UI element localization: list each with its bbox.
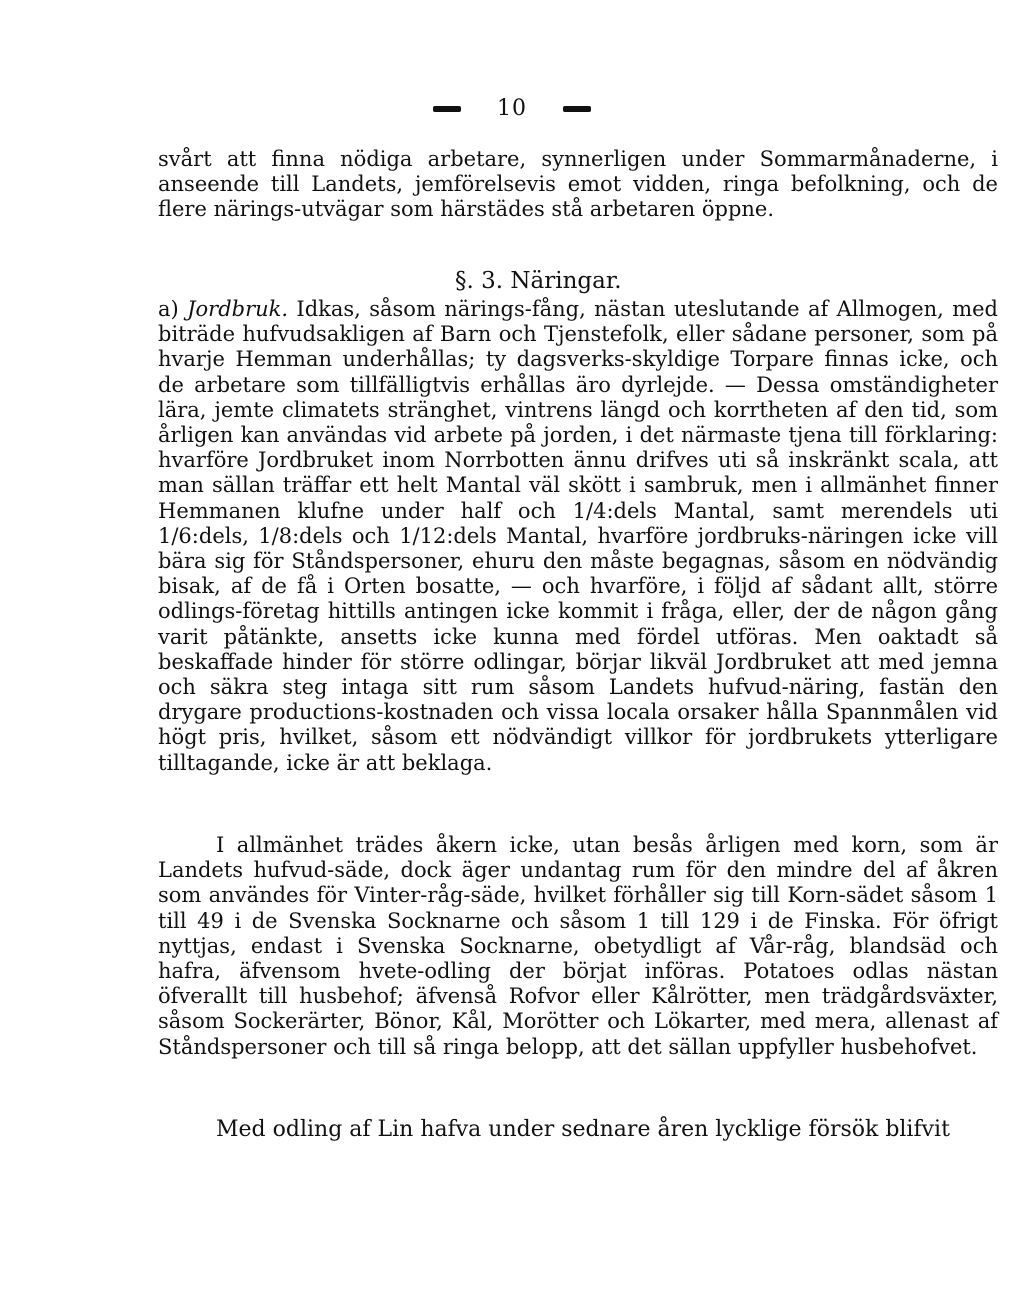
- paragraph-lin: [158, 1117, 998, 1142]
- page-header: [0, 96, 1024, 121]
- paragraph-text: svårt att finna nödiga arbetare, synnerligen under Sommarmånaderne, i anseende till Landets, jemförelsevis emot vidden, ringa befolkning, och de flere närings-utvägar som härstädes stå arbetaren öppne.: [158, 147, 998, 222]
- paragraph-jordbruk: [158, 297, 998, 776]
- paragraph-text: [158, 297, 998, 776]
- paragraph-text: Med odling af Lin hafva under sednare åren lycklige försök blifvit: [216, 1117, 950, 1142]
- item-label: a): [158, 297, 179, 321]
- header-dash-right: [563, 106, 591, 112]
- header-dash-left: [433, 106, 461, 112]
- item-body: Idkas, såsom närings-fång, nästan uteslutande af Allmogen, med biträde hufvudsakligen af Barn och Tjenstefolk, eller sådane personer, som på hvarje Hemman underhållas; ty dagsverks-skyldige Torpare finnas icke, och de arbetare som tillfälligtvis erhållas äro dyrlejde. — Dessa omständigheter lära, jemte climatets stränghet, vintrens längd och korrtheten af den tid, som årligen kan användas vid arbete på jorden, i det närmaste tjena till förklaring: hvarföre Jordbruket inom Norrbotten ännu drifves uti så inskränkt scala, att man sällan träffar ett helt Mantal väl skött i sambruk, men i allmänhet finner Hemmanen klufne under half och 1/4:dels Mantal, samt merendels uti 1/6:dels, 1/8:dels och 1/12:dels Mantal, hvarföre jordbruks-näringen icke vill bära sig för Ståndspersoner, ehuru den måste begagnas, såsom en nödvändig bisak, af de få i Orten bosatte, — och hvarföre, i följd af sådant allt, större odlings-företag hittills antingen icke kommit i fråga, eller, der de någon gång varit påtänkte, ansetts icke kunna med fördel utföras. Men oaktadt så beskaffade hinder för större odlingar, börjar likväl Jordbruket att med jemna och säkra steg intaga sitt rum såsom Landets hufvud-näring, fastän den drygare productions-kostnaden och vissa locala orsaker hålla Spannmålen vid högt pris, hvilket, såsom ett nödvändigt villkor för jordbrukets ytterligare tilltagande, icke är att beklaga.: [158, 297, 998, 775]
- section-heading: §. 3. Näringar.: [455, 268, 622, 294]
- item-term: Jordbruk.: [187, 297, 289, 321]
- paragraph-text: I allmänhet trädes åkern icke, utan besås årligen med korn, som är Landets hufvud-säde, dock äger undantag rum för den mindre del af åkren som användes för Vinter-råg-säde, hvilket förhåller sig till Korn-sädet såsom 1 till 49 i de Svenska Socknarne och såsom 1 till 129 i de Finska. För öfrigt nyttjas, endast i Svenska Socknarne, obetydligt af Vår-råg, blandsäd och hafra, äfvensom hvete-odling der börjat införas. Potatoes odlas nästan öfverallt till husbehof; äfvenså Rofvor eller Kålrötter, men trädgårdsväxter, såsom Sockerärter, Bönor, Kål, Morötter och Lökarter, med mera, allenast af Ståndspersoner och till så ringa belopp, att det sällan uppfyller husbehofvet.: [158, 833, 998, 1059]
- page-number: 10: [497, 96, 527, 121]
- paragraph-akern: [158, 833, 998, 1060]
- paragraph-continuation: [158, 147, 998, 223]
